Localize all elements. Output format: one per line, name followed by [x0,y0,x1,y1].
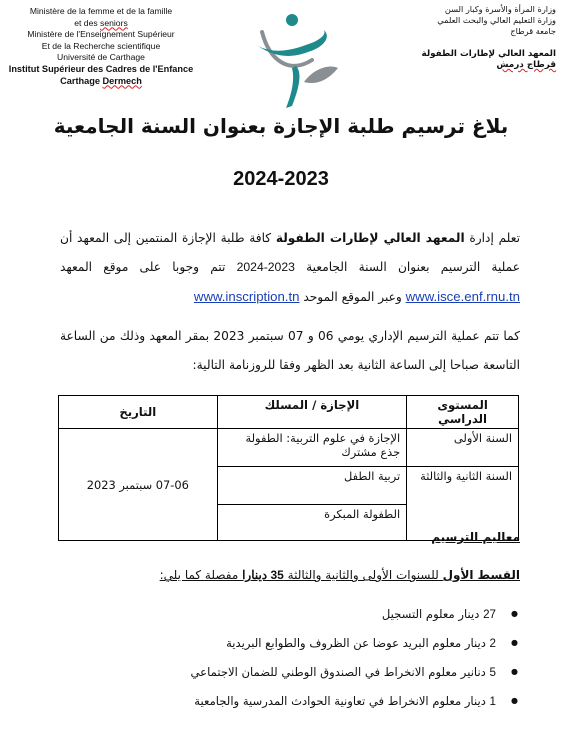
track-early-childhood: الطفولة المبكرة [217,505,407,541]
university-name-ar: جامعة قرطاج [510,26,556,36]
header-date: التاريخ [59,396,218,429]
ministry-higher-ed-line1: Ministère de l'Enseignement Supérieur [27,29,175,40]
institute-name: Institut Supérieur des Cadres de l'Enfance [8,63,194,74]
table-row [59,429,519,467]
first-installment: القسط الأول للسنوات الأولى والثانية والثالثة 35 دينارا مفصلة كما يلي: [159,568,520,582]
header-left-fr [6,6,196,87]
institute-name-ar: المعهد العالي لإطارات الطفولة [421,49,556,59]
header-right-ar [376,4,556,71]
installment-amount: 35 دينارا [242,568,284,582]
logo-leaf-gray [304,67,338,84]
registration-date: 07-06 سبتمبر 2023 [59,429,218,541]
university-name: Université de Carthage [57,52,145,63]
intro-paragraph: تعلم إدارة المعهد العالي لإطارات الطفولة كافة طلبة الإجازة المنتمين إلى المعهد أن عملية الترسيم بعنوان السنة الجامعية 2024-2023 تتم وجوبا على موقع المعهد www.isce.enf.rnu.tn وعبر الموقع الموحد www.inscription.tn [60,231,520,304]
registration-schedule-table [58,395,519,541]
header-level: المستوى الدراسي [407,396,519,429]
table-header-row [59,396,519,429]
ministry-family-line2: et des seniors [74,17,128,28]
institute-location-ar: قرطاج درمش [496,60,556,70]
track-common-core: الإجازة في علوم التربية: الطفولة جذع مشترك [217,429,407,467]
list-item: ● 5 دنانير معلوم الانخراط في الصندوق الوطني للضمان الاجتماعي [58,660,518,689]
unified-website-link[interactable]: www.inscription.tn [193,289,300,304]
track-child-education: تربية الطفل [217,467,407,505]
fees-heading: معاليم الترسيم [431,530,520,544]
level-second-third-year: السنة الثانية والثالثة [407,467,519,541]
institute-logo [252,12,342,112]
logo-figure-teal [286,66,299,108]
ministry-family-ar: وزارة المرأة والأسرة وكبار السن [444,4,556,14]
institute-location: Carthage Dermech [60,75,142,86]
list-item: ● 1 دينار معلوم الانخراط في تعاونية الحوادث المدرسية والجامعية [58,689,518,718]
logo-head-teal [286,14,298,26]
ministry-family-line1: Ministère de la femme et de la famille [29,6,173,16]
list-item: ● 27 دينار معلوم التسجيل [58,602,518,631]
institute-name-bold: المعهد العالي لإطارات الطفولة [275,231,465,245]
institute-website-link[interactable]: www.isce.enf.rnu.tn [405,289,520,304]
notice-year: 2024-2023 [233,168,329,190]
schedule-paragraph: كما تتم عملية الترسيم الإداري يومي 06 و 07 سبتمبر 2023 بمقر المعهد وذلك من الساعة التاسعة صباحا إلى الساعة الثانية بعد الظهر وفقا للروزنامة التالية: [60,329,520,372]
ministry-higher-ed-line2: Et de la Recherche scientifique [41,40,161,51]
list-item: ● 2 دينار معلوم البريد عوضا عن الظروف والطوابع البريدية [58,631,518,660]
level-first-year: السنة الأولى [407,429,519,467]
ministry-higher-ed-ar: وزارة التعليم العالي والبحث العلمي [437,15,556,25]
notice-title: بلاغ ترسيم طلبة الإجازة بعنوان السنة الجامعية [53,114,509,138]
fees-list [58,602,518,718]
header-track: الإجازة / المسلك [217,396,407,429]
